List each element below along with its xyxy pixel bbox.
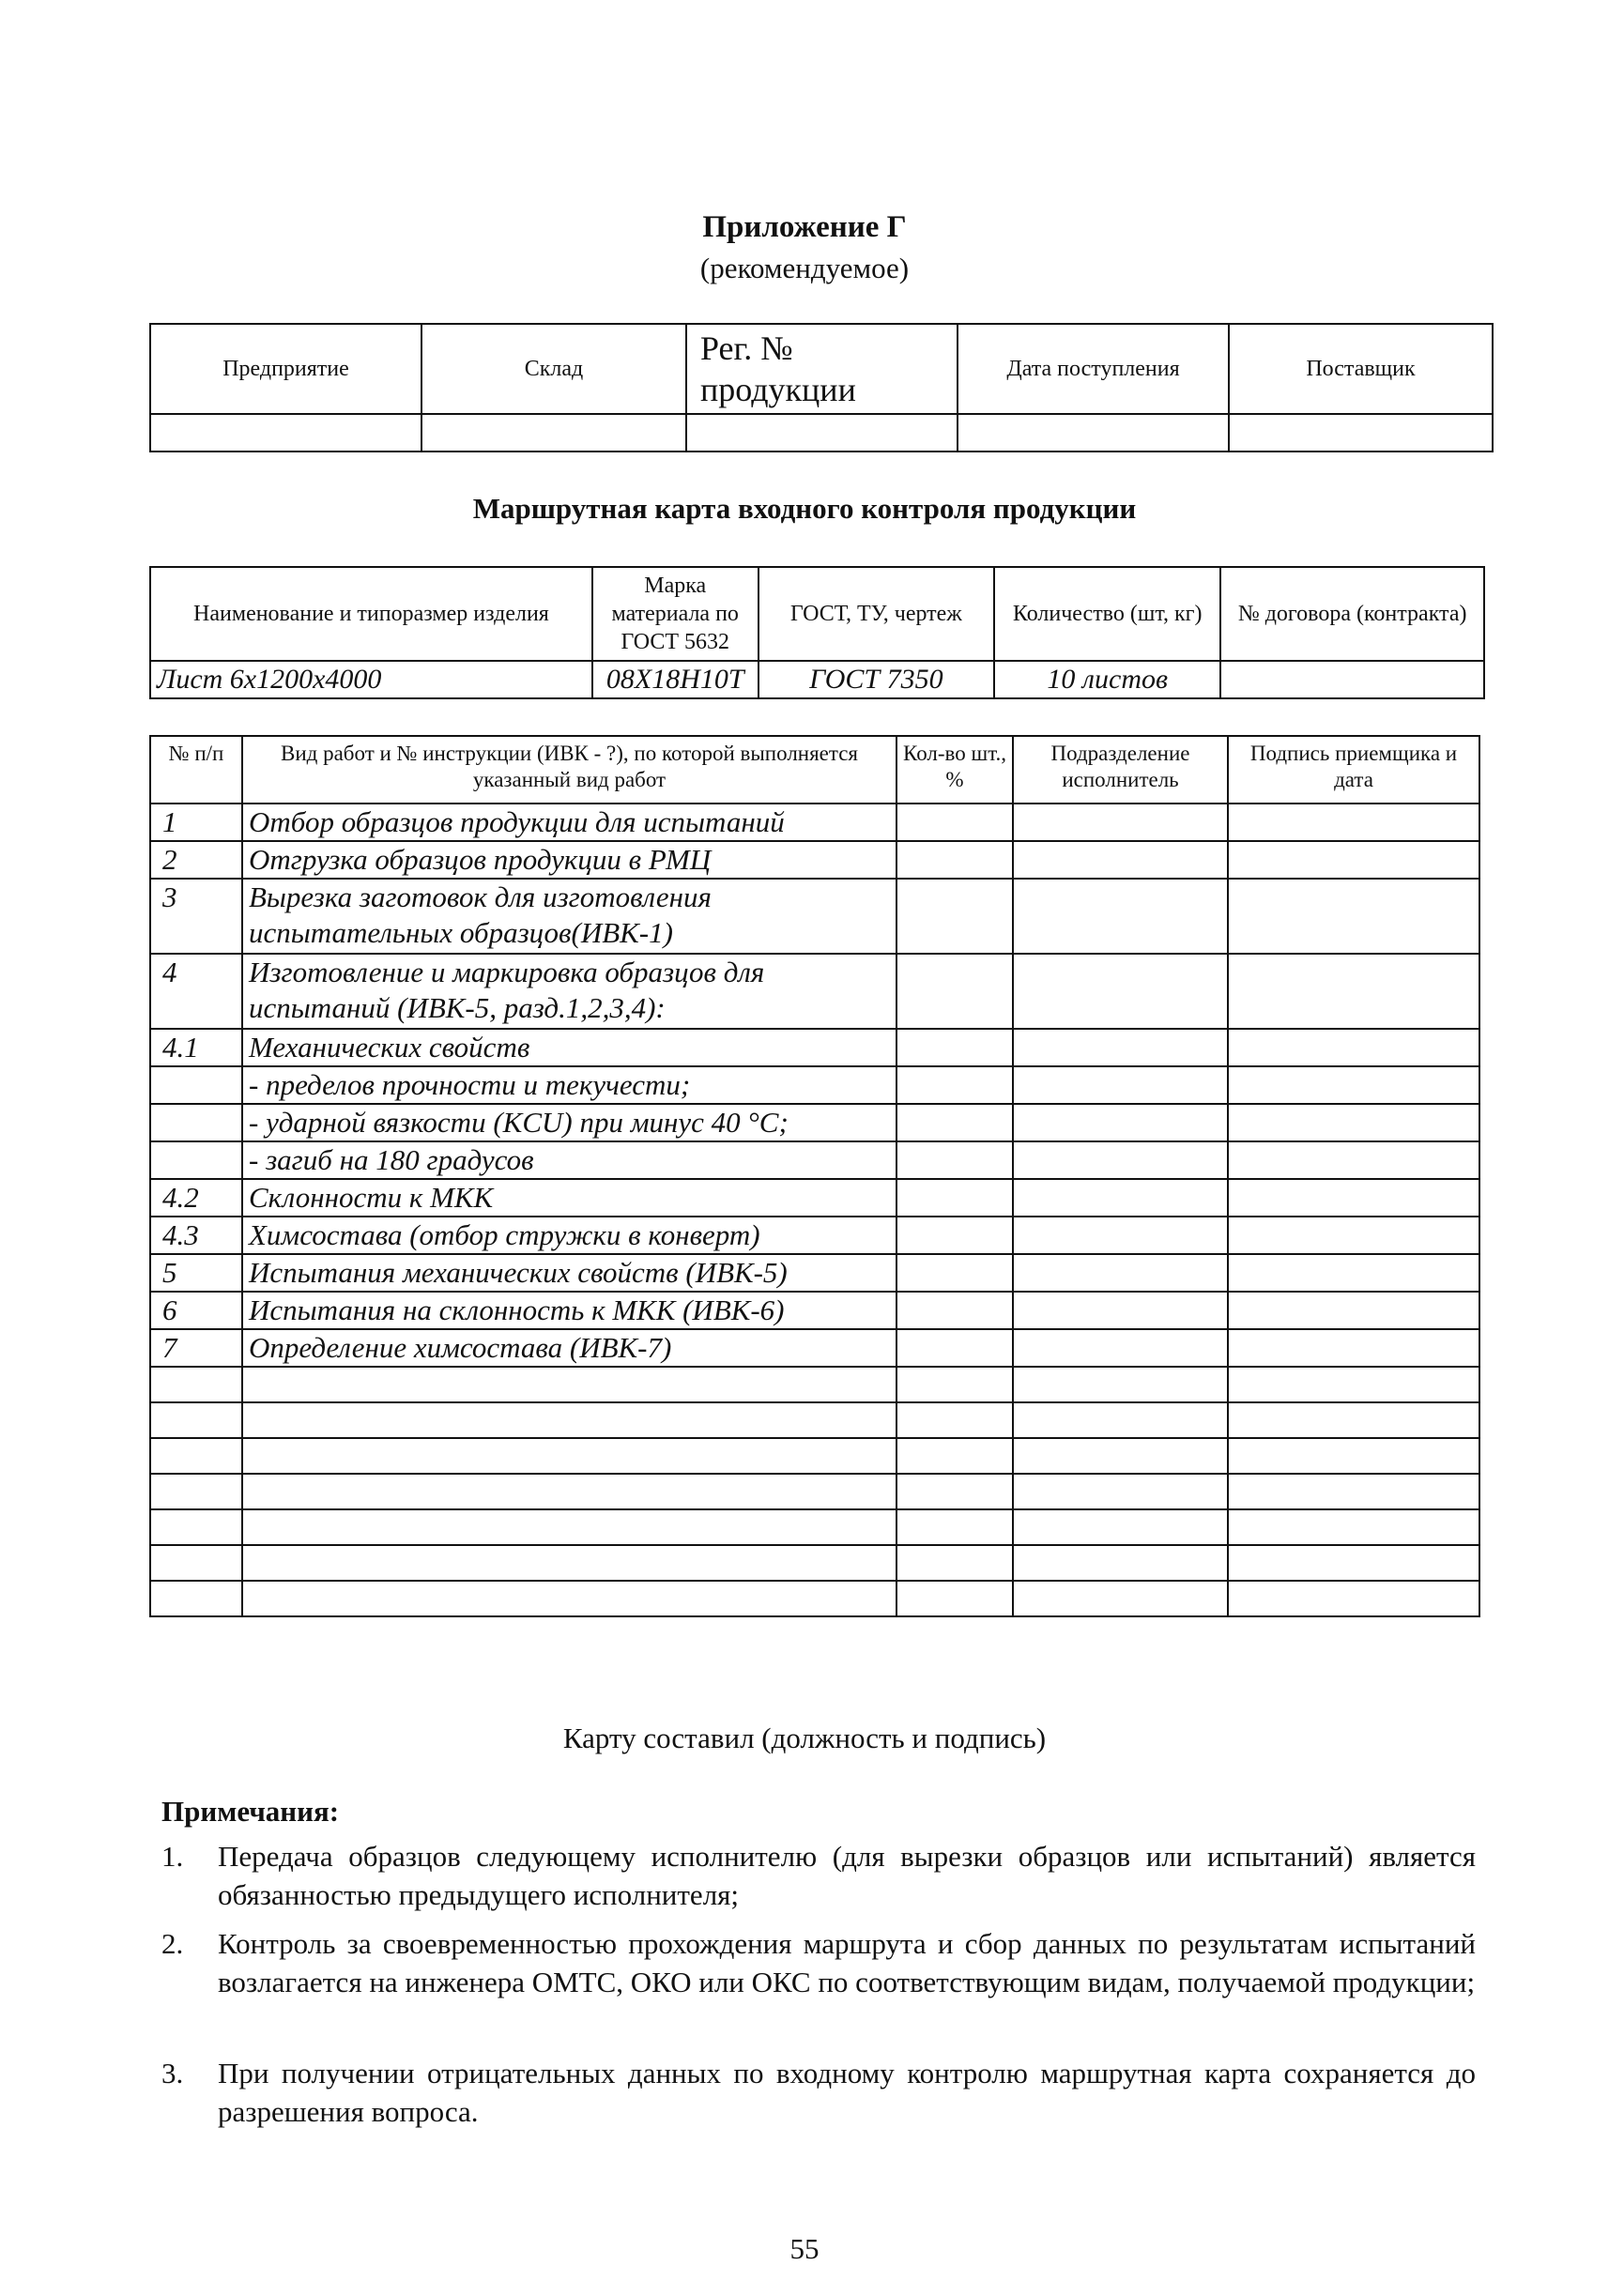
count-cell[interactable] [896,841,1013,879]
warehouse-cell[interactable] [421,414,686,452]
header-product-name: Наименование и типоразмер изделия [150,567,592,661]
department-cell[interactable] [1013,1141,1228,1179]
table-row [150,954,1479,1029]
row-num: 6 [150,1292,242,1329]
composed-by-line: Карту составил (должность и подпись) [562,1722,1047,1754]
material-grade[interactable]: 08Х18Н10Т [592,661,759,698]
row-desc: Отгрузка образцов продукции в РМЦ [242,841,896,879]
empty-cell[interactable] [150,1545,242,1581]
empty-cell[interactable] [1228,1402,1479,1438]
header-quantity: Количество (шт, кг) [994,567,1220,661]
contract-number[interactable] [1220,661,1484,698]
product-name[interactable]: Лист 6х1200х4000 [150,661,592,698]
header-supplier: Поставщик [1229,324,1493,414]
empty-cell[interactable] [1013,1545,1228,1581]
signature-cell[interactable] [1228,954,1479,1029]
page-number: 55 [789,2232,820,2265]
empty-cell[interactable] [1013,1367,1228,1402]
empty-row [150,1367,1479,1402]
signature-cell[interactable] [1228,1141,1479,1179]
empty-cell[interactable] [1013,1509,1228,1545]
table-row [150,1141,1479,1179]
empty-cell[interactable] [1013,1438,1228,1474]
row-num: 5 [150,1254,242,1292]
empty-cell[interactable] [896,1581,1013,1616]
row-desc: Механических свойств [242,1029,896,1066]
header-warehouse: Склад [421,324,686,414]
empty-cell[interactable] [1013,1402,1228,1438]
header-work-type: Вид работ и № инструкции (ИВК - ?), по которой выполняется указанный вид работ [242,736,896,804]
empty-cell[interactable] [896,1509,1013,1545]
empty-cell[interactable] [896,1438,1013,1474]
note-number: 2. [161,1927,184,1960]
table-row [150,1329,1479,1367]
header-signature: Подпись приемщика и дата [1228,736,1479,804]
table-row [150,1292,1479,1329]
count-cell[interactable] [896,804,1013,841]
empty-cell[interactable] [896,1474,1013,1509]
note-item [161,1837,1476,1914]
row-num: 4.3 [150,1217,242,1254]
department-cell[interactable] [1013,1217,1228,1254]
table-row [150,1066,1479,1104]
note-text: Контроль за своевременностью прохождения маршрута и сбор данных по результатам испытаний возлагается на инженера ОМТС, ОКО или ОКС по соответствующим видам, получаемой продукции; [218,1927,1476,1998]
empty-cell[interactable] [896,1367,1013,1402]
row-desc: Изготовление и маркировка образцов для испытаний (ИВК-5, разд.1,2,3,4): [242,954,896,1029]
department-cell[interactable] [1013,1104,1228,1141]
count-cell[interactable] [896,1292,1013,1329]
empty-cell[interactable] [1228,1581,1479,1616]
header-contract-number: № договора (контракта) [1220,567,1484,661]
header-count: Кол-во шт., % [896,736,1013,804]
row-num [150,1066,242,1104]
row-num: 4 [150,954,242,1029]
empty-cell[interactable] [896,1545,1013,1581]
department-cell[interactable] [1013,1254,1228,1292]
row-num [150,1104,242,1141]
table-row [150,1029,1479,1066]
count-cell[interactable] [896,1179,1013,1217]
row-num: 7 [150,1329,242,1367]
row-desc: Испытания механических свойств (ИВК-5) [242,1254,896,1292]
empty-row [150,1402,1479,1438]
header-material-grade: Марка материала по ГОСТ 5632 [592,567,759,661]
table-row [150,879,1479,954]
department-cell[interactable] [1013,1066,1228,1104]
signature-cell[interactable] [1228,1329,1479,1367]
department-cell[interactable] [1013,879,1228,954]
table-row [150,1217,1479,1254]
empty-cell[interactable] [150,1474,242,1509]
reg-number-cell[interactable] [686,414,958,452]
header-enterprise: Предприятие [150,324,421,414]
empty-row [150,1581,1479,1616]
product-table [149,566,1485,699]
empty-cell[interactable] [1013,1474,1228,1509]
table-row [150,841,1479,879]
row-desc: Определение химсостава (ИВК-7) [242,1329,896,1367]
row-desc: Испытания на склонность к МКК (ИВК-6) [242,1292,896,1329]
header-department: Подразделение исполнитель [1013,736,1228,804]
empty-row [150,1509,1479,1545]
empty-cell[interactable] [242,1545,896,1581]
empty-cell[interactable] [1013,1581,1228,1616]
row-desc: - загиб на 180 градусов [242,1141,896,1179]
row-num: 4.2 [150,1179,242,1217]
header-standard: ГОСТ, ТУ, чертеж [759,567,995,661]
empty-cell[interactable] [1228,1474,1479,1509]
row-num: 1 [150,804,242,841]
empty-cell[interactable] [1228,1509,1479,1545]
note-number: 3. [161,2057,184,2089]
empty-cell[interactable] [150,1581,242,1616]
department-cell[interactable] [1013,1029,1228,1066]
signature-cell[interactable] [1228,1217,1479,1254]
table-row [150,1179,1479,1217]
signature-cell[interactable] [1228,804,1479,841]
note-text: Передача образцов следующему исполнителю (для вырезки образцов или испытаний) является обязанностью предыдущего исполнителя; [218,1840,1476,1911]
row-num: 3 [150,879,242,954]
signature-cell[interactable] [1228,879,1479,954]
empty-cell[interactable] [1228,1438,1479,1474]
row-desc: - пределов прочности и текучести; [242,1066,896,1104]
signature-cell[interactable] [1228,1104,1479,1141]
department-cell[interactable] [1013,1329,1228,1367]
count-cell[interactable] [896,954,1013,1029]
note-item [161,1924,1476,2001]
row-num [150,1141,242,1179]
signature-cell[interactable] [1228,1066,1479,1104]
department-cell[interactable] [1013,1179,1228,1217]
empty-cell[interactable] [150,1438,242,1474]
row-desc: Вырезка заготовок для изготовления испытательных образцов(ИВК-1) [242,879,896,954]
signature-cell[interactable] [1228,1029,1479,1066]
card-title: Маршрутная карта входного контроля продукции [472,492,1137,525]
empty-cell[interactable] [242,1581,896,1616]
signature-cell[interactable] [1228,1254,1479,1292]
arrival-date-cell[interactable] [958,414,1229,452]
appendix-title: Приложение Г [702,210,907,244]
empty-cell[interactable] [150,1402,242,1438]
row-desc: Отбор образцов продукции для испытаний [242,804,896,841]
department-cell[interactable] [1013,841,1228,879]
row-desc: - ударной вязкости (KCU) при минус 40 °С; [242,1104,896,1141]
header-num: № п/п [150,736,242,804]
empty-cell[interactable] [242,1367,896,1402]
count-cell[interactable] [896,1329,1013,1367]
row-num: 4.1 [150,1029,242,1066]
enterprise-cell[interactable] [150,414,421,452]
empty-row [150,1545,1479,1581]
count-cell[interactable] [896,1066,1013,1104]
header-reg-number: Рег. № продукции [686,324,958,414]
count-cell[interactable] [896,1217,1013,1254]
empty-row [150,1438,1479,1474]
work-table [149,735,1480,1617]
empty-cell[interactable] [896,1402,1013,1438]
department-cell[interactable] [1013,1292,1228,1329]
empty-cell[interactable] [1228,1545,1479,1581]
note-text: При получении отрицательных данных по входному контролю маршрутная карта сохраняется до разрешения вопроса. [218,2057,1476,2128]
signature-cell[interactable] [1228,1292,1479,1329]
department-cell[interactable] [1013,804,1228,841]
supplier-cell[interactable] [1229,414,1493,452]
signature-cell[interactable] [1228,1179,1479,1217]
empty-cell[interactable] [242,1474,896,1509]
count-cell[interactable] [896,1141,1013,1179]
empty-cell[interactable] [242,1509,896,1545]
count-cell[interactable] [896,879,1013,954]
empty-cell[interactable] [242,1402,896,1438]
count-cell[interactable] [896,1104,1013,1141]
row-desc: Склонности к МКК [242,1179,896,1217]
empty-cell[interactable] [242,1438,896,1474]
empty-cell[interactable] [150,1367,242,1402]
row-desc: Химсостава (отбор стружки в конверт) [242,1217,896,1254]
empty-cell[interactable] [150,1509,242,1545]
table-row [150,1254,1479,1292]
appendix-subtitle: (рекомендуемое) [699,252,910,284]
note-number: 1. [161,1840,184,1873]
count-cell[interactable] [896,1029,1013,1066]
department-cell[interactable] [1013,954,1228,1029]
registration-table [149,323,1494,452]
row-num: 2 [150,841,242,879]
notes-title: Примечания: [161,1795,340,1828]
count-cell[interactable] [896,1254,1013,1292]
header-arrival-date: Дата поступления [958,324,1229,414]
empty-row [150,1474,1479,1509]
note-item [161,2054,1476,2131]
standard[interactable]: ГОСТ 7350 [759,661,995,698]
signature-cell[interactable] [1228,841,1479,879]
table-row [150,804,1479,841]
table-row [150,1104,1479,1141]
empty-cell[interactable] [1228,1367,1479,1402]
quantity[interactable]: 10 листов [994,661,1220,698]
